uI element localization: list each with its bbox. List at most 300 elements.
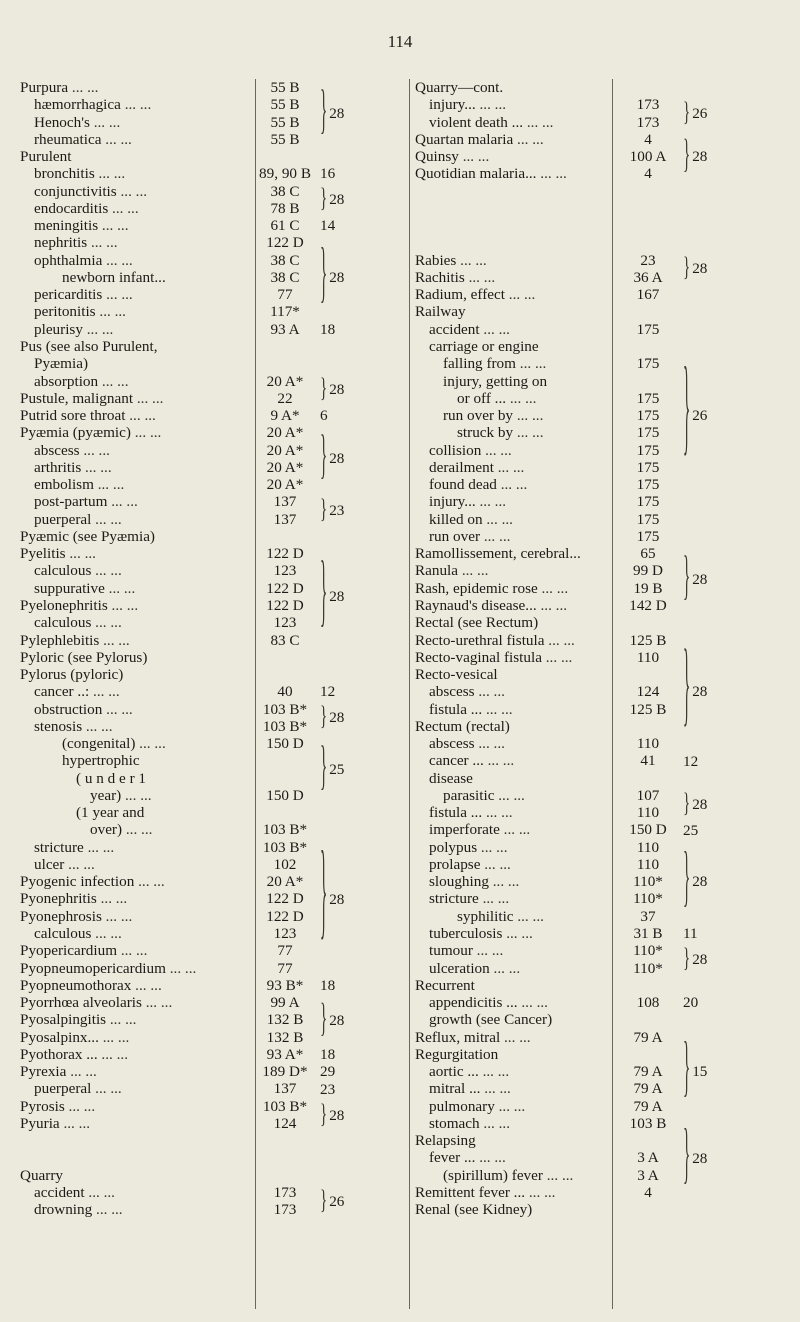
- entry-term: embolism ... ...: [34, 476, 124, 493]
- entry-term: newborn infant...: [62, 268, 166, 286]
- entry-term: rheumatica ... ...: [34, 131, 132, 148]
- entry-reference: 124: [273, 1114, 297, 1132]
- entry-term: struck by ... ...: [457, 424, 543, 441]
- entry-reference: 20 A*: [266, 873, 304, 891]
- brace-icon: }: [683, 844, 691, 917]
- entry-reference: 137: [273, 493, 297, 511]
- group-label: 28: [329, 709, 345, 727]
- entry-term: Pylephlebitis ... ...: [20, 632, 130, 649]
- entry-term: prolapse ... ...: [429, 856, 511, 873]
- entry-term: Rash, epidemic rose ... ...: [415, 580, 568, 597]
- entry-term: drowning ... ...: [34, 1201, 123, 1218]
- group-number: [320, 1187, 380, 1216]
- entry-term: over) ... ...: [90, 821, 152, 838]
- entry-term: arthritis ... ...: [34, 459, 112, 476]
- entry-reference: 110: [636, 838, 660, 856]
- entry-term: Rachitis ... ...: [415, 269, 495, 286]
- index-entry: [415, 890, 785, 907]
- entry-reference: 38 C: [270, 251, 300, 269]
- entry-reference: 65: [640, 545, 656, 563]
- entry-reference: 19 B: [633, 579, 663, 597]
- entry-term: pulmonary ... ...: [429, 1098, 525, 1115]
- entry-reference: 93 A: [270, 320, 300, 338]
- index-entry: [415, 1011, 785, 1028]
- group-number: [320, 165, 380, 182]
- entry-reference: 117*: [270, 303, 300, 321]
- entry-term: Pyopneumopericardium ... ...: [20, 960, 196, 977]
- index-entry: [415, 1184, 785, 1201]
- index-entry: [415, 718, 785, 735]
- group-number: [320, 496, 380, 526]
- entry-term: calculous ... ...: [34, 562, 122, 579]
- group-label: 26: [692, 104, 708, 122]
- entry-term: Reflux, mitral ... ...: [415, 1029, 531, 1046]
- entry-reference: 79 A: [633, 1028, 663, 1046]
- entry-reference: 124: [636, 683, 660, 701]
- brace-icon: }: [320, 239, 328, 312]
- entry-term: injury... ... ...: [429, 493, 506, 510]
- group-number: [683, 134, 743, 178]
- entry-reference: 83 C: [270, 631, 300, 649]
- group-number: [683, 822, 743, 839]
- entry-term: Pyogenic infection ... ...: [20, 873, 165, 890]
- brace-icon: }: [683, 98, 691, 128]
- group-label: 25: [683, 821, 699, 839]
- entry-reference: 36 A: [633, 268, 663, 286]
- entry-term: injury, getting on: [443, 372, 548, 390]
- group-label: 26: [329, 1192, 345, 1210]
- entry-term: imperforate ... ...: [429, 821, 530, 838]
- brace-icon: }: [683, 1120, 691, 1193]
- entry-reference: 175: [636, 493, 660, 511]
- entry-term: Regurgitation: [415, 1045, 499, 1063]
- entry-term: Pus (see also Purulent,: [20, 337, 158, 355]
- group-number: [320, 321, 380, 338]
- entry-reference: 110: [636, 804, 660, 822]
- brace-icon: }: [320, 997, 328, 1042]
- entry-term: falling from ... ...: [443, 355, 546, 372]
- entry-reference: 103 B*: [262, 821, 308, 839]
- entry-term: fistula ... ... ...: [429, 804, 513, 821]
- entry-term: tuberculosis ... ...: [429, 925, 533, 942]
- group-number: [320, 185, 380, 215]
- brace-icon: }: [683, 1034, 691, 1107]
- entry-term: peritonitis ... ...: [34, 303, 126, 320]
- entry-term: violent death ... ... ...: [429, 114, 553, 131]
- group-label: 14: [320, 217, 336, 235]
- index-entry: [20, 1132, 380, 1149]
- index-entry: [415, 390, 785, 407]
- entry-term: puerperal ... ...: [34, 511, 122, 528]
- entry-term: Recto-vaginal fistula ... ...: [415, 649, 572, 666]
- entry-reference: 132 B: [266, 1011, 304, 1029]
- entry-reference: 77: [277, 959, 293, 977]
- group-label: 28: [692, 951, 708, 969]
- index-entry: [20, 528, 380, 545]
- entry-reference: 38 C: [270, 182, 300, 200]
- entry-term: ophthalmia ... ...: [34, 252, 133, 269]
- index-entry: [415, 701, 785, 718]
- entry-reference: 175: [636, 424, 660, 442]
- group-label: 18: [320, 977, 336, 995]
- index-entry: [20, 1167, 380, 1184]
- group-label: 12: [683, 752, 699, 770]
- entry-reference: 122 D: [266, 545, 304, 563]
- entry-reference: 173: [636, 113, 660, 131]
- group-number: [683, 844, 743, 917]
- entry-reference: 20 A*: [266, 476, 304, 494]
- index-entry: [415, 649, 785, 666]
- group-number: [683, 638, 743, 740]
- index-entry: [415, 770, 785, 787]
- entry-term: puerperal ... ...: [34, 1080, 122, 1097]
- index-entry: [415, 528, 785, 545]
- entry-reference: 173: [273, 1201, 297, 1219]
- group-number: [320, 683, 380, 700]
- entry-reference: 99 D: [633, 562, 663, 580]
- group-number: [320, 703, 380, 733]
- entry-term: Henoch's ... ...: [34, 114, 120, 131]
- entry-term: (congenital) ... ...: [62, 735, 166, 752]
- group-label: 28: [329, 450, 345, 468]
- entry-term: calculous ... ...: [34, 614, 122, 631]
- group-label: 28: [692, 1149, 708, 1167]
- entry-reference: 3 A: [637, 1149, 659, 1167]
- entry-reference: 103 B: [629, 1114, 667, 1132]
- entry-term: killed on ... ...: [429, 511, 513, 528]
- entry-reference: 110*: [633, 890, 663, 908]
- entry-term: Ramollissement, cerebral...: [415, 545, 581, 563]
- entry-reference: 79 A: [633, 1063, 663, 1081]
- entry-reference: 4: [644, 130, 652, 148]
- entry-term: Pyelonephritis ... ...: [20, 597, 138, 614]
- entry-reference: 55 B: [270, 96, 300, 114]
- brace-icon: }: [320, 1100, 328, 1130]
- entry-reference: 79 A: [633, 1080, 663, 1098]
- entry-term: Pyopneumothorax ... ...: [20, 977, 162, 994]
- group-number: [320, 428, 380, 487]
- brace-icon: }: [320, 185, 328, 215]
- index-entry: [415, 1115, 785, 1132]
- entry-reference: 78 B: [270, 199, 300, 217]
- entry-reference: 40: [277, 683, 293, 701]
- entry-reference: 150 D: [629, 821, 667, 839]
- group-number: [683, 994, 743, 1011]
- entry-reference: 103 B*: [262, 717, 308, 735]
- entry-reference: 175: [636, 527, 660, 545]
- brace-icon: }: [683, 549, 691, 608]
- entry-term: Pyrosis ... ...: [20, 1098, 95, 1115]
- index-entry: [20, 804, 380, 821]
- group-label: 28: [692, 148, 708, 166]
- entry-term: derailment ... ...: [429, 459, 524, 476]
- index-entry: [415, 286, 785, 303]
- entry-term: abscess ... ...: [429, 735, 505, 752]
- group-number: [320, 1046, 380, 1063]
- entry-term: stenosis ... ...: [34, 718, 112, 735]
- entry-reference: 20 A*: [266, 424, 304, 442]
- entry-reference: 102: [273, 855, 297, 873]
- entry-term: absorption ... ...: [34, 373, 129, 390]
- entry-term: (1 year and: [76, 804, 145, 822]
- entry-term: Railway: [415, 303, 466, 321]
- entry-reference: 55 B: [270, 113, 300, 131]
- group-label: 28: [692, 260, 708, 278]
- brace-icon: }: [683, 354, 691, 470]
- entry-term: Quotidian malaria... ... ...: [415, 165, 567, 182]
- entry-term: accident ... ...: [429, 321, 510, 338]
- entry-term: Radium, effect ... ...: [415, 286, 535, 303]
- index-entry: [20, 666, 380, 683]
- entry-term: endocarditis ... ...: [34, 200, 139, 217]
- group-label: 28: [329, 588, 345, 606]
- page-number: 114: [387, 32, 413, 51]
- index-entry: [415, 545, 785, 562]
- index-entry: [415, 735, 785, 752]
- entry-term: ulcer ... ...: [34, 856, 95, 873]
- entry-term: stricture ... ...: [34, 839, 114, 856]
- group-number: [320, 551, 380, 638]
- entry-term: hæmorrhagica ... ...: [34, 96, 151, 113]
- entry-reference: 3 A: [637, 1166, 659, 1184]
- index-entry: [415, 476, 785, 493]
- entry-term: ( u n d e r 1: [76, 769, 147, 787]
- entry-reference: 132 B: [266, 1028, 304, 1046]
- entry-reference: 93 B*: [266, 976, 304, 994]
- entry-term: obstruction ... ...: [34, 701, 133, 718]
- index-entry: [20, 338, 380, 355]
- index-entry: [20, 649, 380, 666]
- group-number: [320, 977, 380, 994]
- index-entry: [415, 632, 785, 649]
- index-entry: [415, 977, 785, 994]
- index-entry: [415, 373, 785, 390]
- entry-reference: 22: [277, 389, 293, 407]
- group-number: [683, 789, 743, 819]
- entry-term: collision ... ...: [429, 442, 512, 459]
- group-label: 28: [692, 795, 708, 813]
- group-label: 26: [692, 407, 708, 425]
- group-label: 20: [683, 994, 699, 1012]
- entry-term: Rabies ... ...: [415, 252, 487, 269]
- group-number: [320, 838, 380, 954]
- entry-term: year) ... ...: [90, 787, 152, 804]
- group-number: [683, 354, 743, 470]
- entry-term: run over by ... ...: [443, 407, 543, 424]
- entry-term: aortic ... ... ...: [429, 1063, 509, 1080]
- entry-term: Pyonephrosis ... ...: [20, 908, 132, 925]
- index-entry: [20, 355, 380, 372]
- group-number: [683, 1034, 743, 1107]
- group-number: [683, 925, 743, 942]
- group-label: 28: [692, 873, 708, 891]
- entry-reference: 142 D: [629, 596, 667, 614]
- group-label: 23: [320, 1080, 336, 1098]
- entry-term: Pylorus (pyloric): [20, 666, 124, 684]
- index-entry: [20, 821, 380, 838]
- index-entry: [415, 355, 785, 372]
- entry-term: Pyorrhœa alveolaris ... ...: [20, 994, 172, 1011]
- brace-icon: }: [320, 703, 328, 733]
- group-label: 16: [320, 165, 336, 183]
- entry-reference: 123: [273, 925, 297, 943]
- entry-reference: 123: [273, 614, 297, 632]
- group-number: [683, 254, 743, 284]
- entry-reference: 137: [273, 510, 297, 528]
- entry-reference: 122 D: [266, 907, 304, 925]
- entry-term: calculous ... ...: [34, 925, 122, 942]
- entry-term: Putrid sore throat ... ...: [20, 407, 156, 424]
- index-entry: [415, 79, 785, 96]
- group-number: [683, 753, 743, 770]
- entry-reference: 110: [636, 648, 660, 666]
- entry-term: Recto-vesical: [415, 666, 498, 684]
- index-entry: [415, 200, 785, 217]
- entry-term: Quarry: [20, 1166, 64, 1184]
- entry-term: cancer ... ... ...: [429, 752, 514, 769]
- entry-term: (spirillum) fever ... ...: [443, 1167, 573, 1184]
- brace-icon: }: [683, 254, 691, 284]
- entry-reference: 103 B*: [262, 1097, 308, 1115]
- entry-reference: 55 B: [270, 79, 300, 96]
- entry-reference: 107: [636, 786, 660, 804]
- brace-icon: }: [320, 375, 328, 405]
- entry-term: Pyrexia ... ...: [20, 1063, 97, 1080]
- group-label: 28: [329, 381, 345, 399]
- entry-term: Remittent fever ... ... ...: [415, 1184, 555, 1201]
- entry-term: post-partum ... ...: [34, 493, 138, 510]
- group-number: [320, 997, 380, 1042]
- brace-icon: }: [320, 496, 328, 526]
- entry-term: pericarditis ... ...: [34, 286, 133, 303]
- entry-term: suppurative ... ...: [34, 580, 135, 597]
- group-label: 15: [692, 1063, 708, 1081]
- entry-term: conjunctivitis ... ...: [34, 183, 147, 200]
- group-number: [683, 549, 743, 608]
- index-column-left: [20, 79, 380, 1219]
- group-number: [320, 375, 380, 405]
- entry-term: stomach ... ...: [429, 1115, 510, 1132]
- index-entry: [415, 666, 785, 683]
- entry-reference: 108: [636, 994, 660, 1012]
- brace-icon: }: [683, 638, 691, 740]
- index-entry: [415, 1029, 785, 1046]
- entry-reference: 125 B: [629, 631, 667, 649]
- index-entry: [415, 217, 785, 234]
- entry-term: Pyæmia): [34, 355, 89, 373]
- group-number: [683, 1120, 743, 1193]
- group-label: 28: [692, 571, 708, 589]
- entry-term: fever ... ... ...: [429, 1149, 506, 1166]
- entry-term: cancer ..: ... ...: [34, 683, 120, 700]
- group-label: 28: [329, 890, 345, 908]
- entry-term: found dead ... ...: [429, 476, 527, 493]
- entry-reference: 167: [636, 286, 660, 304]
- group-label: 28: [329, 1011, 345, 1029]
- entry-term: bronchitis ... ...: [34, 165, 125, 182]
- entry-term: ulceration ... ...: [429, 960, 520, 977]
- index-entry: [415, 424, 785, 441]
- index-entry: [415, 511, 785, 528]
- entry-reference: 77: [277, 286, 293, 304]
- entry-reference: 20 A*: [266, 372, 304, 390]
- index-entry: [415, 614, 785, 631]
- group-label: 11: [683, 925, 698, 943]
- entry-term: Purpura ... ...: [20, 79, 98, 96]
- entry-term: Pyothorax ... ... ...: [20, 1046, 128, 1063]
- index-entry: [415, 597, 785, 614]
- brace-icon: }: [320, 838, 328, 954]
- group-number: [320, 239, 380, 312]
- entry-term: sloughing ... ...: [429, 873, 519, 890]
- index-entry: [415, 1132, 785, 1149]
- index-entry: [20, 1149, 380, 1166]
- entry-reference: 122 D: [266, 579, 304, 597]
- entry-term: nephritis ... ...: [34, 234, 118, 251]
- group-number: [683, 98, 743, 128]
- group-number: [320, 407, 380, 424]
- brace-icon: }: [320, 83, 328, 142]
- entry-reference: 20 A*: [266, 458, 304, 476]
- entry-reference: 23: [640, 251, 656, 269]
- entry-reference: 189 D*: [262, 1063, 308, 1081]
- index-entry: [415, 1080, 785, 1097]
- entry-term: Quarry—cont.: [415, 79, 504, 96]
- index-entry: [415, 321, 785, 338]
- entry-reference: 150 D: [266, 786, 304, 804]
- entry-reference: 150 D: [266, 735, 304, 753]
- entry-term: Renal (see Kidney): [415, 1201, 533, 1219]
- brace-icon: }: [320, 739, 328, 798]
- entry-term: Quartan malaria ... ...: [415, 131, 544, 148]
- entry-term: abscess ... ...: [429, 683, 505, 700]
- entry-reference: 173: [636, 96, 660, 114]
- entry-reference: 77: [277, 942, 293, 960]
- index-entry: [415, 459, 785, 476]
- index-entry: [415, 1167, 785, 1184]
- entry-term: pleurisy ... ...: [34, 321, 113, 338]
- entry-term: run over ... ...: [429, 528, 510, 545]
- brace-icon: }: [320, 1187, 328, 1216]
- entry-reference: 41: [640, 752, 656, 770]
- entry-reference: 123: [273, 562, 297, 580]
- entry-reference: 110: [636, 735, 660, 753]
- index-entry: [415, 234, 785, 251]
- index-entry: [415, 1098, 785, 1115]
- entry-reference: 4: [644, 1184, 652, 1201]
- entry-reference: 61 C: [270, 217, 300, 235]
- index-entry: [415, 908, 785, 925]
- group-number: [320, 83, 380, 142]
- entry-term: Rectal (see Rectum): [415, 614, 539, 632]
- index-entry: [415, 131, 785, 148]
- entry-reference: 37: [640, 907, 656, 925]
- index-entry: [415, 442, 785, 459]
- group-label: 18: [320, 1046, 336, 1064]
- entry-term: or off ... ... ...: [457, 390, 536, 407]
- index-entry: [415, 839, 785, 856]
- entry-term: Pyæmia (pyæmic) ... ...: [20, 424, 161, 441]
- entry-term: syphilitic ... ...: [457, 908, 544, 925]
- group-label: 29: [320, 1063, 336, 1081]
- entry-term: stricture ... ...: [429, 890, 509, 907]
- entry-term: carriage or engine: [429, 337, 539, 355]
- entry-reference: 110*: [633, 959, 663, 977]
- group-label: 28: [329, 268, 345, 286]
- index-entry: [415, 1201, 785, 1218]
- group-label: 28: [692, 683, 708, 701]
- brace-icon: }: [320, 428, 328, 487]
